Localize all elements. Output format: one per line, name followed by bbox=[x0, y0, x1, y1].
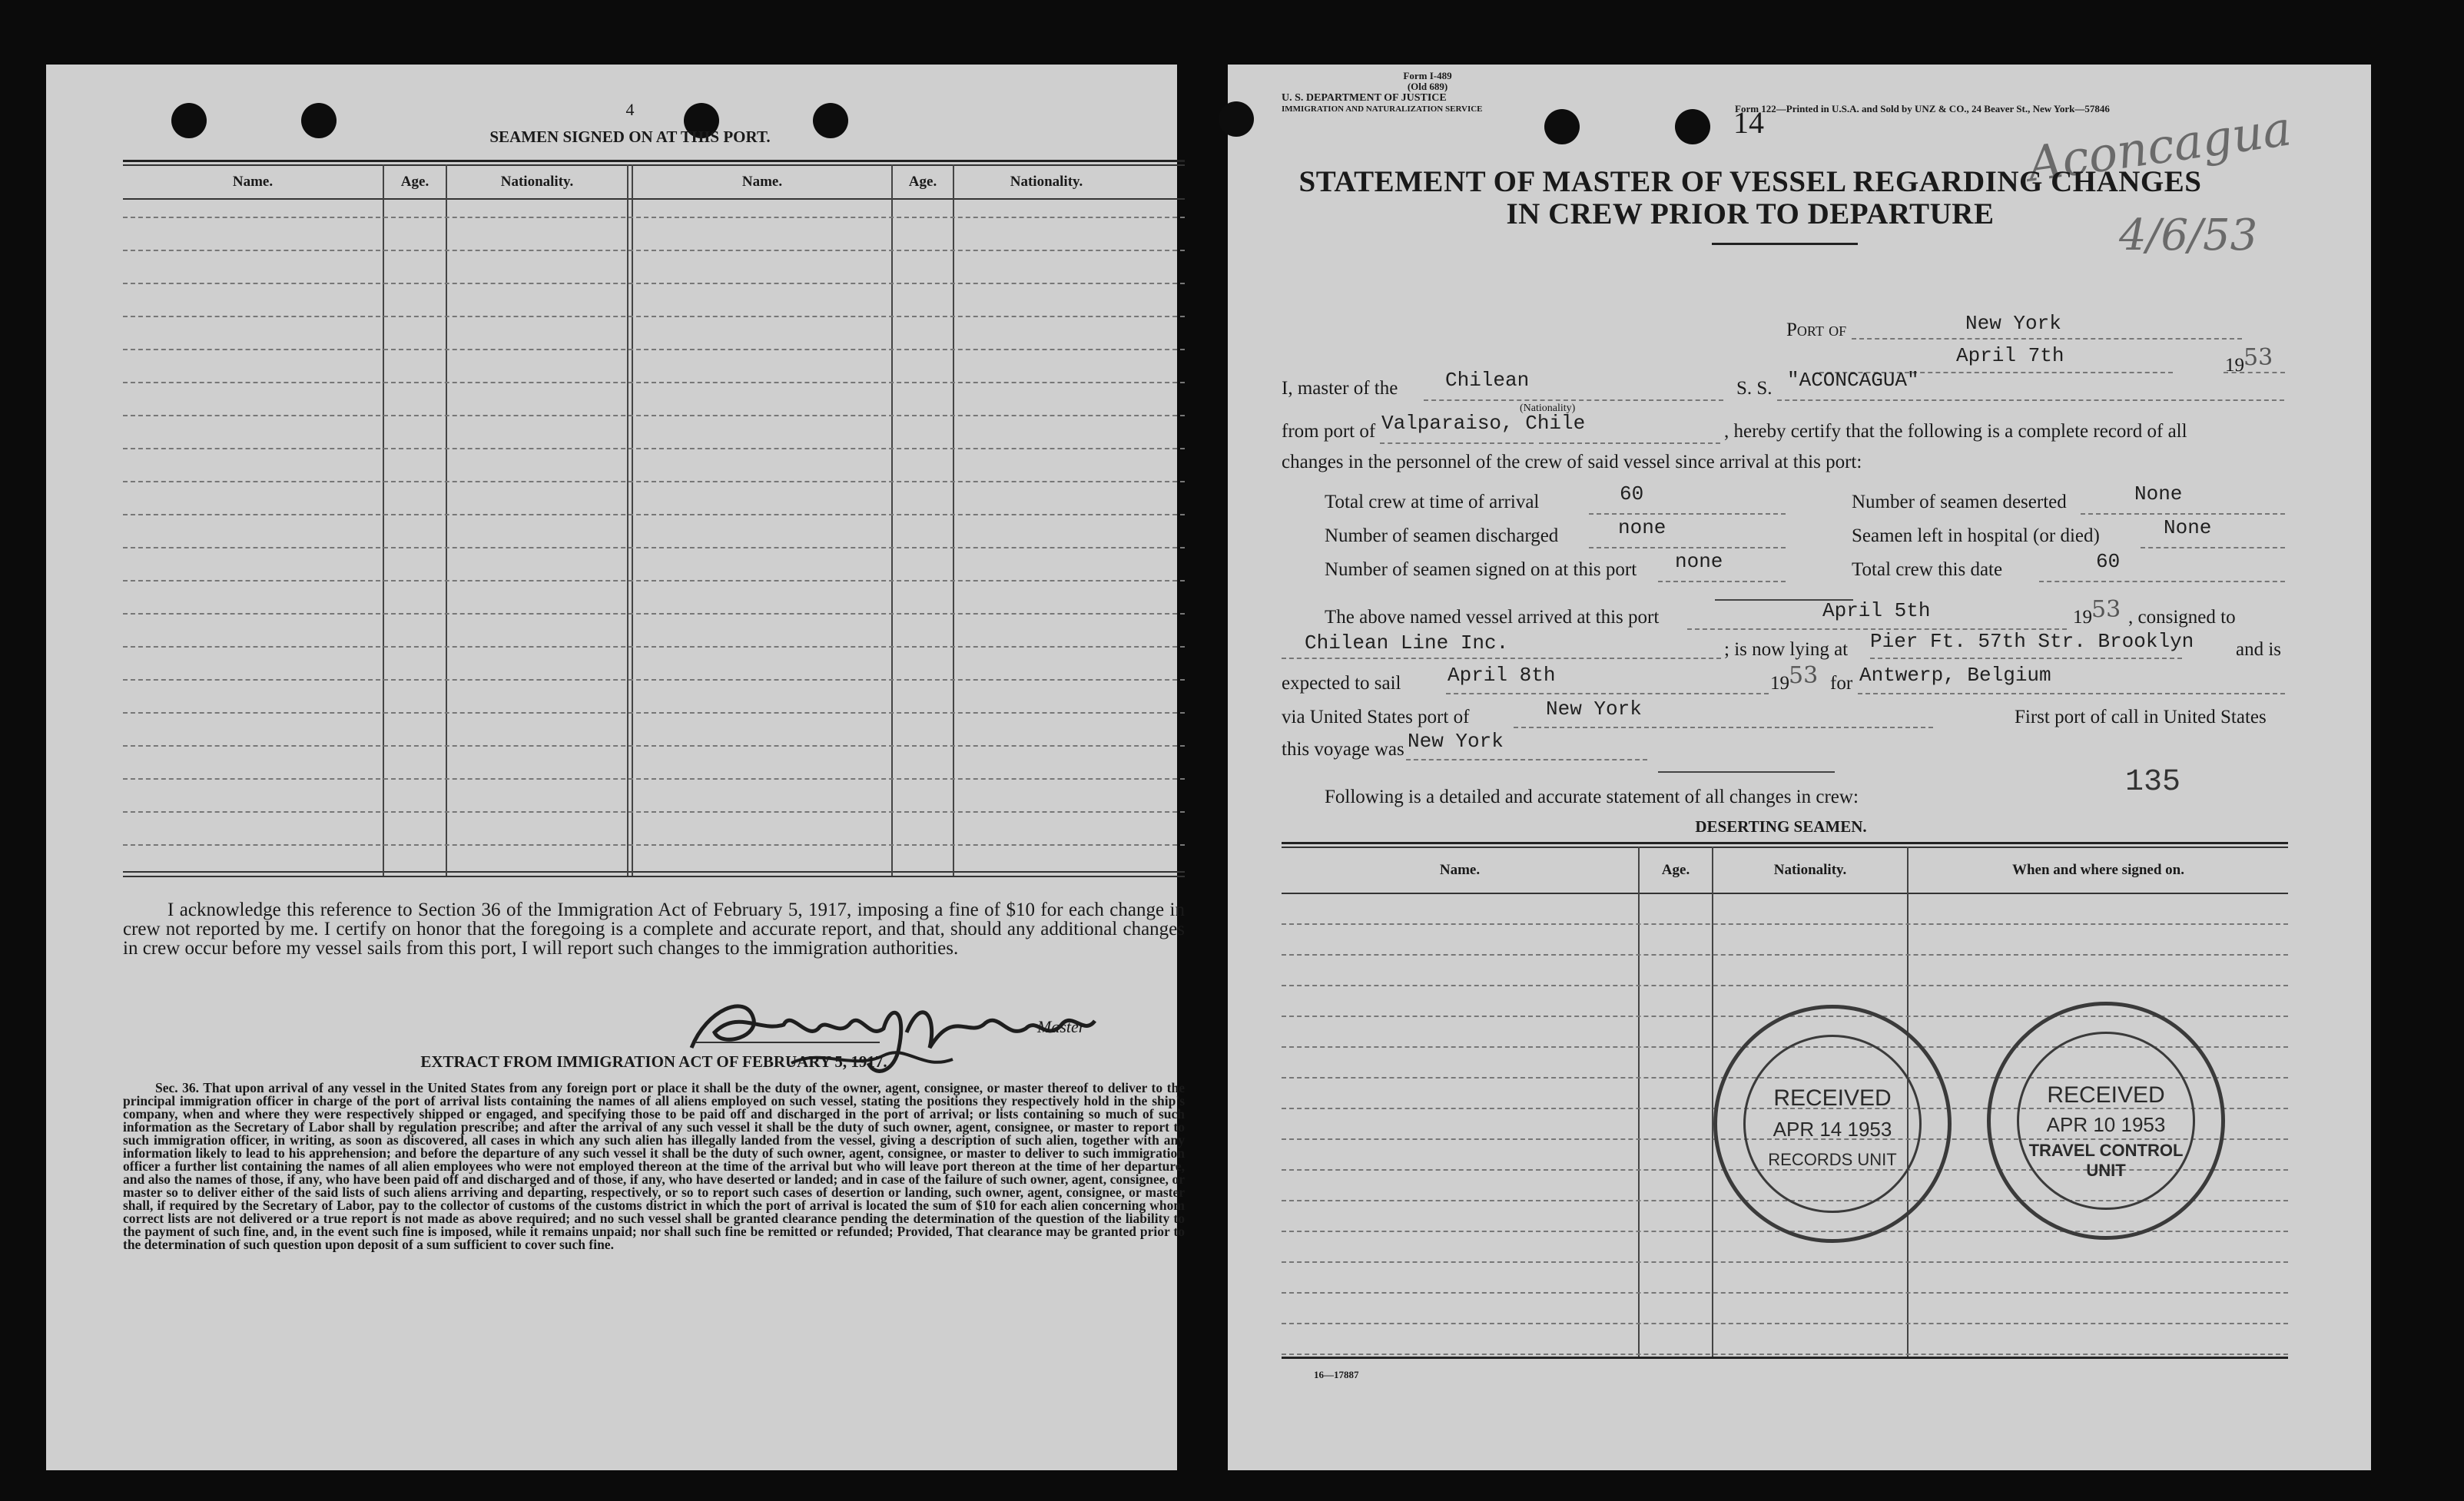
this-voyage-label: this voyage was bbox=[1282, 739, 1404, 760]
form-old-number: (Old 689) bbox=[1407, 81, 1448, 92]
left-page bbox=[46, 65, 1185, 1470]
table-row bbox=[123, 448, 1185, 449]
handwritten-date: 4/6/53 bbox=[2119, 210, 2258, 260]
sail-date-value: April 8th bbox=[1448, 664, 1556, 687]
lying-at-value: Pier Ft. 57th Str. Brooklyn bbox=[1870, 630, 2194, 653]
table-row bbox=[123, 415, 1185, 416]
form-title-line-1: STATEMENT OF MASTER OF VESSEL REGARDING CHANGES bbox=[1298, 165, 2202, 198]
form-number-text: Form I-489 bbox=[1403, 70, 1452, 81]
table-row bbox=[123, 745, 1185, 747]
table-row bbox=[123, 679, 1185, 681]
arrived-year-prefix: 19 bbox=[2073, 607, 2092, 628]
from-port-label: from port of bbox=[1282, 421, 1376, 442]
master-label: Master bbox=[1037, 1017, 1086, 1036]
arrived-label: The above named vessel arrived at this port bbox=[1325, 607, 1660, 628]
following-text: Following is a detailed and accurate statement of all changes in crew: bbox=[1325, 787, 1859, 807]
stamp-unit-text: RECORDS UNIT bbox=[1768, 1150, 1897, 1169]
stamp-date-text: APR 14 1953 bbox=[1773, 1118, 1892, 1141]
signed-on-value: none bbox=[1675, 550, 1723, 573]
from-port-value: Valparaiso, Chile bbox=[1381, 412, 1586, 435]
table-row bbox=[1282, 1261, 2288, 1263]
certify-text: , hereby certify that the following is a complete record of all bbox=[1724, 421, 2187, 442]
table-row bbox=[123, 646, 1185, 648]
table-row bbox=[123, 283, 1185, 284]
table-row bbox=[1282, 1354, 2288, 1355]
via-port-value: New York bbox=[1546, 697, 1642, 721]
stamp-received-text: RECEIVED bbox=[1773, 1085, 1892, 1111]
column-header-name: Name. bbox=[232, 174, 274, 190]
table-row bbox=[123, 217, 1185, 218]
expected-label: expected to sail bbox=[1282, 673, 1401, 694]
and-is-label: and is bbox=[2236, 639, 2282, 660]
form-title-line-2: IN CREW PRIOR TO DEPARTURE bbox=[1506, 197, 1995, 230]
handwritten-ship-name: Aconcagua bbox=[2024, 100, 2295, 193]
table-row bbox=[123, 316, 1185, 317]
table-row bbox=[1282, 1323, 2288, 1324]
column-header-name: Name. bbox=[741, 174, 783, 190]
table-row bbox=[123, 481, 1185, 482]
stamp-unit-text-line-2: UNIT bbox=[2086, 1161, 2126, 1180]
consigned-to-label: , consigned to bbox=[2128, 607, 2236, 628]
handwritten-mark: 14 bbox=[1733, 105, 1764, 140]
date-value: April 7th bbox=[1956, 344, 2064, 367]
discharged-label: Number of seamen discharged bbox=[1325, 525, 1559, 546]
table-row bbox=[123, 613, 1185, 615]
table-row bbox=[123, 382, 1185, 383]
deserting-column-age: Age. bbox=[1661, 862, 1690, 878]
total-crew-date-label: Total crew this date bbox=[1852, 559, 2003, 580]
arrived-year-suffix: 53 bbox=[2091, 596, 2121, 623]
punch-hole bbox=[301, 103, 337, 138]
acknowledgment-text: I acknowledge this reference to Section 36 of the Immigration Act of February 5, 1917, imposing a fine of $10 for each change in crew not reported by me. I certify on honor that the foregoing is a complete and accurate report, and that, should any additional changes in crew occur before my vessel sails from this port, I will report such changes to the immigration authorities. bbox=[123, 900, 1185, 959]
nationality-caption: (Nationality) bbox=[1520, 403, 1576, 414]
table-row bbox=[123, 514, 1185, 515]
punch-hole bbox=[1219, 101, 1254, 137]
deserted-value: None bbox=[2134, 482, 2183, 505]
page-number: 4 bbox=[625, 100, 635, 119]
footer-code: 16—17887 bbox=[1314, 1369, 1359, 1380]
right-page bbox=[1228, 65, 2371, 1470]
hospital-label: Seamen left in hospital (or died) bbox=[1852, 525, 2100, 546]
table-row bbox=[123, 811, 1185, 813]
deserting-seamen-title: DESERTING SEAMEN. bbox=[1695, 817, 1867, 836]
stamp-unit-text-line-1: TRAVEL CONTROL bbox=[2028, 1141, 2184, 1160]
stamp-date-text: APR 10 1953 bbox=[2046, 1113, 2166, 1136]
table-row bbox=[123, 712, 1185, 714]
column-header-age: Age. bbox=[400, 174, 429, 190]
first-port-label: First port of call in United States bbox=[2015, 707, 2267, 727]
discharged-value: none bbox=[1618, 516, 1666, 539]
section-title: SEAMEN SIGNED ON AT THIS PORT. bbox=[489, 128, 771, 146]
sail-year-prefix: 19 bbox=[1770, 673, 1789, 694]
master-of-the-label: I, master of the bbox=[1282, 378, 1398, 399]
arrived-date-value: April 5th bbox=[1822, 599, 1931, 622]
department-header bbox=[1282, 92, 1483, 115]
total-crew-arrival-value: 60 bbox=[1620, 482, 1644, 505]
deserted-label: Number of seamen deserted bbox=[1852, 492, 2067, 512]
received-stamp-records-unit bbox=[1713, 1005, 1952, 1243]
stamp-received-text: RECEIVED bbox=[2047, 1082, 2165, 1108]
deserting-column-signed-on: When and where signed on. bbox=[2011, 862, 2184, 878]
ship-name-value: "ACONCAGUA" bbox=[1787, 369, 1919, 392]
table-row bbox=[123, 778, 1185, 780]
form-number bbox=[1374, 71, 1481, 92]
received-stamp-travel-control-unit bbox=[1987, 1002, 2225, 1240]
table-row bbox=[1282, 985, 2288, 986]
printer-line: Form 122—Printed in U.S.A. and Sold by UNZ & CO., 24 Beaver St., New York—57846 bbox=[1735, 103, 2110, 114]
table-row bbox=[123, 580, 1185, 582]
changes-text: changes in the personnel of the crew of said vessel since arrival at this port: bbox=[1282, 452, 1862, 472]
punch-hole bbox=[171, 103, 207, 138]
hospital-value: None bbox=[2164, 516, 2212, 539]
sail-year-suffix: 53 bbox=[1789, 662, 1819, 689]
this-voyage-value: New York bbox=[1408, 730, 1504, 753]
signed-on-label: Number of seamen signed on at this port bbox=[1325, 559, 1637, 580]
extract-title: EXTRACT FROM IMMIGRATION ACT OF FEBRUARY 5, 1917. bbox=[420, 1052, 887, 1071]
table-row bbox=[1282, 954, 2288, 956]
nationality-value: Chilean bbox=[1445, 369, 1530, 392]
consignee-value: Chilean Line Inc. bbox=[1305, 631, 1509, 654]
dept-line-1: U. S. DEPARTMENT OF JUSTICE bbox=[1282, 92, 1447, 104]
table-row bbox=[1282, 923, 2288, 925]
table-row bbox=[123, 844, 1185, 846]
dept-line-2: IMMIGRATION AND NATURALIZATION SERVICE bbox=[1282, 104, 1483, 114]
total-crew-date-value: 60 bbox=[2096, 550, 2121, 573]
column-header-age: Age. bbox=[908, 174, 937, 190]
for-label: for bbox=[1830, 673, 1853, 694]
lying-at-label: ; is now lying at bbox=[1724, 639, 1849, 660]
column-header-nationality: Nationality. bbox=[1010, 174, 1083, 190]
total-crew-arrival-label: Total crew at time of arrival bbox=[1325, 492, 1540, 512]
stamped-number: 135 bbox=[2125, 765, 2181, 800]
table-row bbox=[123, 349, 1185, 350]
extract-text: Sec. 36. That upon arrival of any vessel in the United States from any foreign port or place it shall be the duty of the owner, agent, consignee, or master thereof to deliver to the principal immigration officer in charge of the port of arrival lists containing the names of all aliens employed on such vessel, stating the positions they respectively hold in the ship's company, when and where they were respectively shipped or engaged, and specifying those to be paid off and discharged in the port of arrival; or lists containing so much of such information as the Secretary of Labor shall by regulation prescribe; and after the arrival of any such vessel it shall be the duty of such owner, agent, consignee, or master to report to such immigration officer, in writing, as soon as discovered, all cases in which any such alien has illegally landed from the vessel, giving a description of such alien, together with any information likely to lead to his apprehension; and before the departure of any such vessel it shall be the duty of such owner, agent, consignee, or master to deliver to such immigration officer a further list containing the names of all alien employees who were not employed thereon at the time of the arrival but who will leave port thereon at the time of her departure, and also the names of those, if any, who have been paid off and discharged and of those, if any, who have deserted or landed; and in case of the failure of such owner, agent, consignee, or master so to deliver either of the said lists of such aliens arriving and departing, respectively, or so to report such cases of desertion or landing, such owner, agent, consignee, or master shall, if required by the Secretary of Labor, pay to the collector of customs of the customs district in which the port of arrival is located the sum of $10 for each alien concerning whom correct lists are not delivered or a true report is not made as above required; and no such vessel shall be granted clearance pending the determination of the question of the liability to the payment of such fine, and, in the event such fine is imposed, while it remains unpaid; nor shall such fine be remitted or refunded; Provided, That clearance may be granted prior to the determination of such question upon deposit of a sum sufficient to cover such fine. bbox=[123, 1080, 1185, 1252]
destination-value: Antwerp, Belgium bbox=[1859, 664, 2051, 687]
year-suffix: 53 bbox=[2243, 344, 2273, 371]
table-row bbox=[123, 547, 1185, 548]
table-row bbox=[1282, 1292, 2288, 1294]
table-row bbox=[123, 250, 1185, 251]
column-header-nationality: Nationality. bbox=[500, 174, 574, 190]
deserting-column-nationality: Nationality. bbox=[1773, 862, 1847, 878]
port-of-value: New York bbox=[1965, 312, 2061, 335]
deserting-column-name: Name. bbox=[1439, 862, 1481, 878]
year-prefix: 19 bbox=[2225, 355, 2244, 376]
punch-hole bbox=[1544, 109, 1580, 144]
ss-label: S. S. bbox=[1736, 378, 1773, 399]
via-label: via United States port of bbox=[1282, 707, 1470, 727]
port-of-label: Port of bbox=[1786, 320, 1847, 340]
punch-hole bbox=[1675, 109, 1710, 144]
